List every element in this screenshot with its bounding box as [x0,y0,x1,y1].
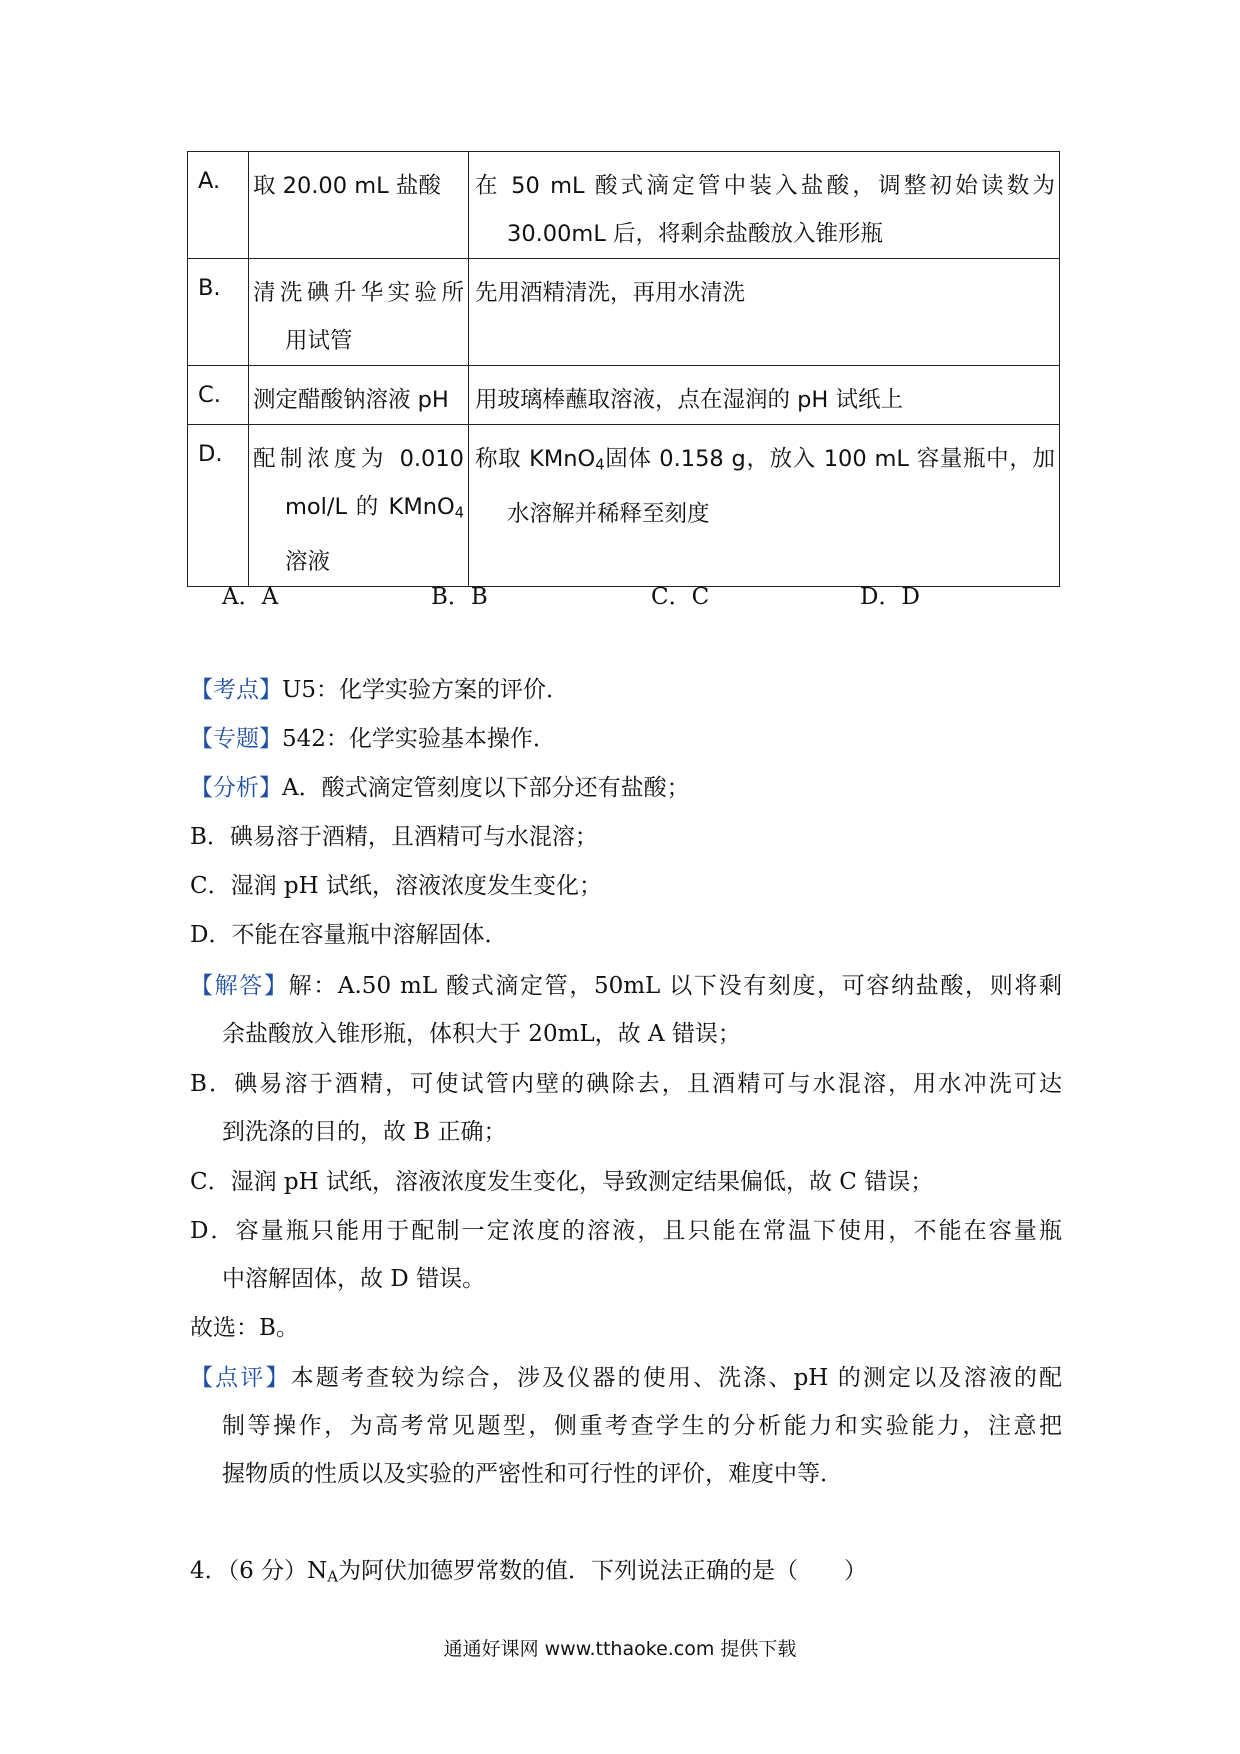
item-line: 用试管 [285,328,353,354]
row-item [249,259,469,366]
jieda-d-line: D．容量瓶只能用于配制一定浓度的溶液，且只能在常温下使用，不能在容量瓶 [190,1218,1062,1244]
row-label: D. [188,425,249,587]
method-line: 先用酒精清洗，再用水清洗 [475,280,746,306]
dianping [190,1354,1062,1498]
fenxi-line [190,764,1062,812]
question-4-suffix: 为阿伏加德罗常数的值．下列说法正确的是（ ） [338,1558,867,1584]
row-label: A. [188,152,249,259]
row-method [469,425,1060,587]
fenxi-tag: 【分析】 [190,775,282,801]
table-row [188,152,1060,259]
jieda-b-line: B．碘易溶于酒精，可使试管内壁的碘除去，且酒精可与水混溶，用水冲洗可达 [190,1071,1062,1097]
answer-line: 故选：B。 [190,1315,299,1341]
choice-b: B．B [431,584,488,610]
method-line: 30.00mL 后，将剩余盐酸放入锥形瓶 [507,221,884,247]
choice-c: C．C [651,584,710,610]
zhuanti-text: 542：化学实验基本操作． [282,726,556,752]
options-table [187,151,1060,587]
item-text: 取 20.00 mL 盐酸 [253,173,441,199]
fenxi-b: B．碘易溶于酒精，且酒精可与水混溶； [190,824,598,850]
dianping-line: 制等操作，为高考常见题型，侧重考查学生的分析能力和实验能力，注意把 [222,1413,1062,1439]
jieda-tag: 【解答】 [190,973,289,999]
table-row [188,425,1060,587]
method-line: 水溶解并稀释至刻度 [507,500,710,527]
method-line: 用玻璃棒蘸取溶液，点在湿润的 pH 试纸上 [475,387,904,413]
row-item [249,366,469,425]
table-row [188,366,1060,425]
kaodian-text: U5：化学实验方案的评价． [282,677,570,703]
question-4-sub: A [327,1567,338,1586]
jieda-a [190,962,1062,1058]
row-label: B. [188,259,249,366]
row-item [249,425,469,587]
jieda-a-line: 解：A.50 mL 酸式滴定管，50mL 以下没有刻度，可容纳盐酸，则将剩 [288,973,1062,999]
item-line: 溶液 [285,548,331,575]
choice-d: D．D [860,584,920,610]
fenxi-text: A．酸式滴定管刻度以下部分还有盐酸； [282,775,690,801]
page-footer: 通通好课网 www.tthaoke.com 提供下载 [443,1638,797,1660]
dianping-line: 握物质的性质以及实验的严密性和可行性的评价，难度中等． [222,1461,843,1487]
jieda-a-line: 余盐酸放入锥形瓶，体积大于 20mL，故 A 错误； [222,1021,741,1047]
row-method [469,259,1060,366]
method-line: 称取 KMnO$_4$固体 0.158 g，放入 100 mL 容量瓶中，加 [475,446,1055,474]
item-line: mol/L 的 KMnO$_4$ [285,494,464,522]
jieda-d [190,1207,1062,1303]
dianping-line: 本题考查较为综合，涉及仪器的使用、洗涤、pH 的测定以及溶液的配 [290,1365,1063,1391]
fenxi-d: D．不能在容量瓶中溶解固体． [190,922,508,948]
fenxi-c: C．湿润 pH 试纸，溶液浓度发生变化； [190,873,603,899]
dianping-tag: 【点评】 [190,1365,291,1391]
jieda-b [190,1060,1062,1156]
item-line: 清洗碘升华实验所 [253,280,464,306]
row-method [469,152,1060,259]
zhuanti-line [190,715,1062,763]
method-line: 在 50 mL 酸式滴定管中装入盐酸，调整初始读数为 [475,173,1055,199]
jieda-d-line: 中溶解固体，故 D 错误。 [222,1266,486,1292]
jieda-c: C．湿润 pH 试纸，溶液浓度发生变化，导致测定结果偏低，故 C 错误； [190,1169,934,1195]
jieda-b-line: 到洗涤的目的，故 B 正确； [222,1119,507,1145]
question-4-prefix: 4．（6 分）N [190,1558,328,1584]
choice-a: A．A [222,584,279,610]
kaodian-tag: 【考点】 [190,677,282,703]
table-row [188,259,1060,366]
row-label: C. [188,366,249,425]
item-line: 配制浓度为 0.010 [253,446,464,472]
item-text: 测定醋酸钠溶液 pH [253,387,449,413]
kaodian-line [190,666,1062,714]
zhuanti-tag: 【专题】 [190,726,282,752]
question-4 [190,1547,1062,1601]
row-method [469,366,1060,425]
row-item [249,152,469,259]
